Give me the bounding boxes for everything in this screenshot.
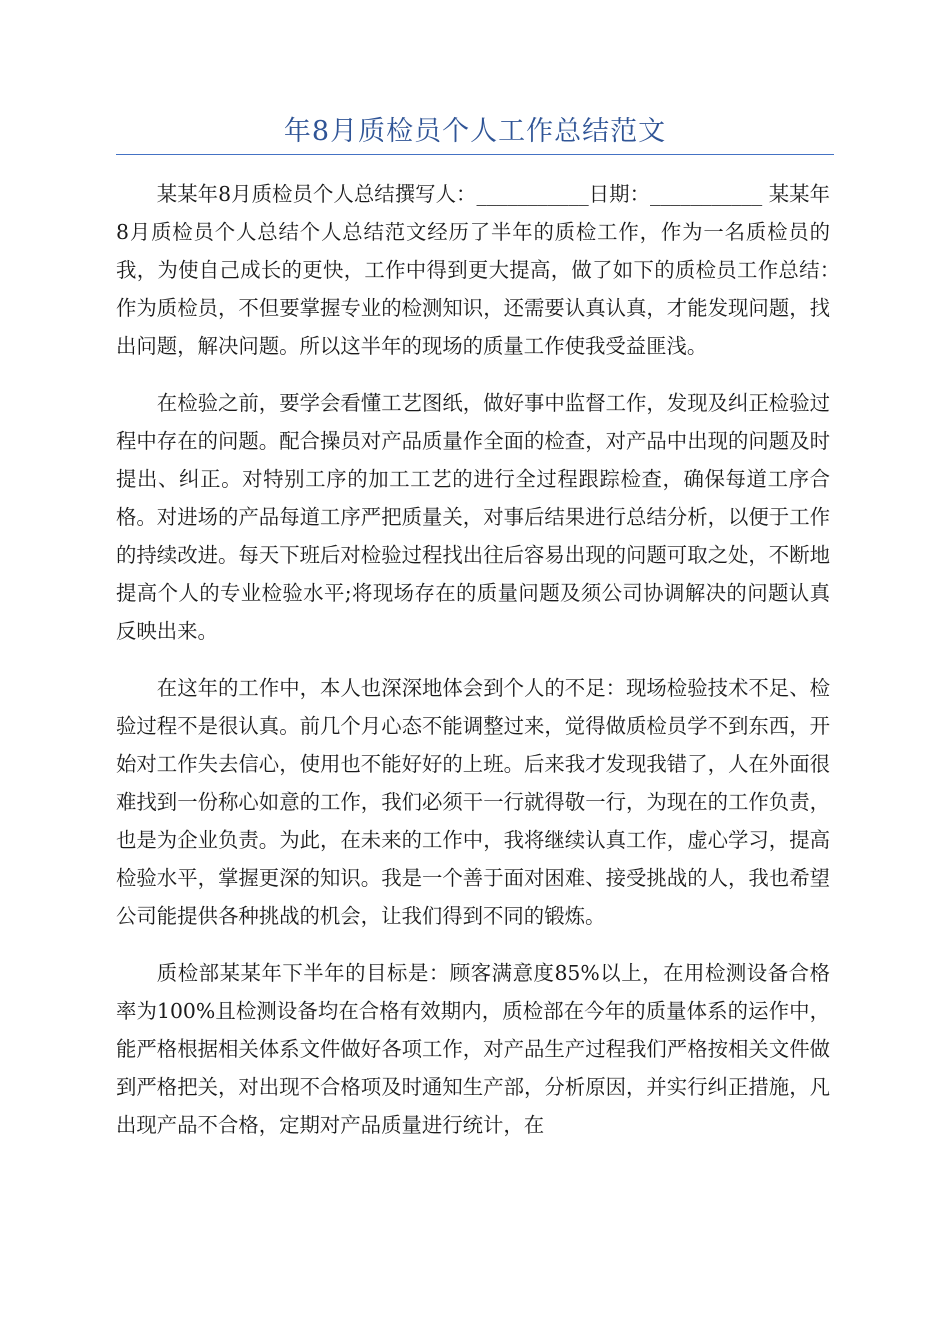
title-underline [116, 154, 834, 155]
paragraph-3: 在这年的工作中，本人也深深地体会到个人的不足：现场检验技术不足、检验过程不是很认真。前几个月心态不能调整过来，觉得做质检员学不到东西，开始对工作失去信心，使用也不能好好的上班。后来我才发现我错了，人在外面很难找到一份称心如意的工作，我们必须干一行就得敬一行，为现在的工作负责，也是为企业负责。为此，在未来的工作中，我将继续认真工作，虚心学习，提高检验水平，掌握更深的知识。我是一个善于面对困难、接受挑战的人，我也希望公司能提供各种挑战的机会，让我们得到不同的锻炼。 [116, 676, 830, 928]
paragraph-2: 在检验之前，要学会看懂工艺图纸，做好事中监督工作，发现及纠正检验过程中存在的问题。配合操员对产品质量作全面的检查，对产品中出现的问题及时提出、纠正。对特别工序的加工工艺的进行全过程跟踪检查，确保每道工序合格。对进场的产品每道工序严把质量关，对事后结果进行总结分析，以便于工作的持续改进。每天下班后对检验过程找出往后容易出现的问题可取之处，不断地提高个人的专业检验水平;将现场存在的质量问题及须公司协调解决的问题认真反映出来。 [116, 391, 830, 643]
document-title: 年8月质检员个人工作总结范文 [283, 116, 667, 147]
document-body [116, 175, 851, 1163]
paragraph-1: 某某年8月质检员个人总结撰写人：___________日期：___________ 某某年8月质检员个人总结个人总结范文经历了半年的质检工作，作为一名质检员的我，为使自己成长的更快，工作中得到更大提高，做了如下的质检员工作总结： 作为质检员，不但要掌握专业的检测知识，还需要认真认真，才能发现问题，找出问题，解决问题。所以这半年的现场的质量工作使我受益匪浅。 [116, 182, 851, 358]
paragraph-4: 质检部某某年下半年的目标是：顾客满意度85%以上，在用检测设备合格率为100%且检测设备均在合格有效期内，质检部在今年的质量体系的运作中，能严格根据相关体系文件做好各项工作，对产品生产过程我们严格按相关文件做到严格把关，对出现不合格项及时通知生产部，分析原因，并实行纠正措施，凡出现产品不合格，定期对产品质量进行统计，在 [116, 961, 830, 1137]
